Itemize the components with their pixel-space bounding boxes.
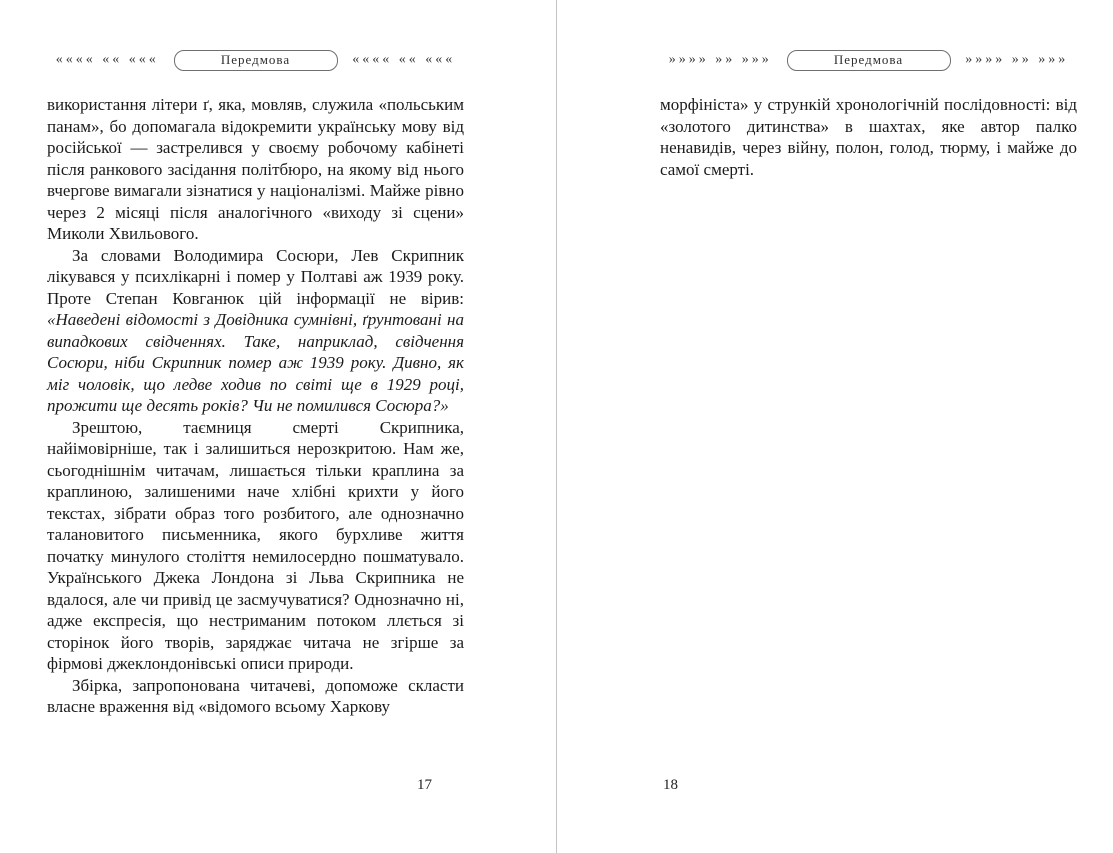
page-body [47, 94, 464, 718]
ornament-left-icon: »»»» »» »»» [668, 52, 772, 67]
page-number: 17 [417, 777, 432, 793]
paragraph [660, 94, 1077, 180]
quoted-italic-text: «Наведені відомості з Довідника сумнівні, ґрунтовані на випадкових свідченнях. Таке, наприклад, свідчення Сосюри, ніби Скрипник помер аж 1939 року. Дивно, як міг чоловік, що ледве ходив по світі ще в 1929 році, прожити ще десять років? Чи не помилився Сосюра?» [47, 310, 464, 415]
page-right [557, 0, 1113, 853]
page-left [0, 0, 556, 853]
page-number: 18 [663, 777, 678, 793]
paragraph-text: Зрештою, таємниця смерті Скрипника, найімовірніше, так і залишиться нерозкритою. Нам же, сьогоднішнім читачам, лишається тільки краплина за краплиною, залишеними наче хлібні крихти у його текстах, зібрати образ того розбитого, але однозначно талановитого письменника, якого бурхливе життя початку минулого століття немилосердно пошматувало. Українського Джека Лондона зі Льва Скрипника не вдалося, але чи привід це засмучуватися? Однозначно ні, адже експресія, що нестриманим потоком ллється зі сторінок його творів, заряджає читача не згірше за фірмові джеклондонівські описи природи. [47, 417, 464, 673]
ornament-right-icon: «««« «« ««« [352, 52, 456, 67]
chapter-header [660, 50, 1077, 70]
chapter-title: Передмова [787, 50, 951, 71]
ornament-right-icon: »»»» »» »»» [965, 52, 1069, 67]
chapter-header [47, 50, 464, 70]
paragraph [47, 417, 464, 675]
paragraph-text: морфініста» у стрункій хронологічній послідовності: від «золотого дитинства» в шахтах, яке автор палко ненавидів, через війну, полон, голод, тюрму, і майже до самої смерті. [660, 95, 1077, 179]
paragraph [47, 94, 464, 245]
paragraph-text: За словами Володимира Сосюри, Лев Скрипник лікувався у психлікарні і помер у Полтаві аж 1939 року. Проте Степан Ковганюк цій інформації не вірив: [47, 245, 464, 308]
page-right-content [660, 0, 1077, 180]
chapter-title: Передмова [174, 50, 338, 71]
ornament-left-icon: «««« «« ««« [55, 52, 159, 67]
page-left-content [47, 0, 464, 718]
paragraph-text: використання літери ґ, яка, мовляв, служила «польським панам», бо допомагала відокремити українську мову від російської — застрелився у своєму робочому кабінеті після ранкового засідання політбюро, на якому від нього вчергове вимагали зізнатися у націоналізмі. Майже рівно через 2 місяці після аналогічного «виходу зі сцени» Миколи Хвильового. [47, 95, 464, 243]
paragraph [47, 245, 464, 417]
paragraph [47, 675, 464, 718]
page-body [660, 94, 1077, 180]
paragraph-text: Збірка, запропонована читачеві, допоможе скласти власне враження від «відомого всьому Харкову [47, 675, 464, 716]
